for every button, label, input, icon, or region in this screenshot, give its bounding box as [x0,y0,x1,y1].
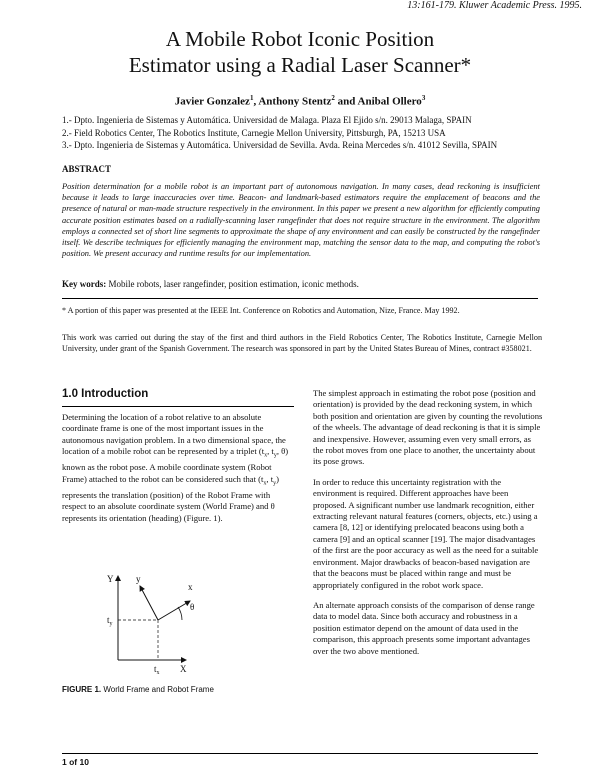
text-run: Determining the location of a robot relative to an absolute coordinate frame is one of the most important issues in the autonomous navigation problem. In a two dimensional space, the location of a mobile robot can be represented by a triplet (t [62,412,286,457]
subscript: x [264,452,268,459]
author-sup: 3 [421,94,426,102]
subscript: x [263,480,267,487]
divider [62,298,538,299]
ty-sub: y [109,621,113,627]
robot-y-axis [140,586,158,620]
keywords [62,279,359,289]
ty-base: t [107,615,110,625]
paper-title [0,26,600,78]
abstract-text: Position determination for a mobile robot is an important part of autonomous navigation. In many cases, dead reckoning is insufficient because it leads to large inaccuracies over time. Beacon- and landmark-based estimators require the emplacement of beacons and the presence of natural or man-made structure respectively in the environment. In this paper we present a new algorithm for efficiently computing accurate position estimates based on a radially-scanning laser rangefinder that does not require structure in the environment. The algorithm employs a connected set of short line segments to approximate the shape of any environment and can easily be constructed by the rangefinder itself. We describe techniques for efficiently managing the environment map, matching the sensor data to the map, and computing the robot's position. We present accuracy and runtime results for our implementation. [62,182,540,259]
label-tx [154,664,160,676]
tx-base: t [154,664,157,674]
label-theta: θ [190,602,195,612]
author-name: Anthony Stentz [258,95,332,108]
text-run: ) represents the translation (position) of the Robot Frame with respect to an absolute coordinate system (World Frame) and θ represents its orientation (heading) (Figure. 1). [62,473,279,523]
author-sup: 1 [249,94,254,102]
citation-line-2: 13:161-179. Kluwer Academic Press. 1995. [407,0,582,11]
author-separator: , [253,95,259,108]
robot-x-axis [158,601,190,620]
caption-label: FIGURE 1. [62,685,102,694]
author-separator: and [334,95,358,108]
right-column [313,388,543,666]
journal-citation [322,0,582,12]
paragraph [62,412,294,524]
keywords-label: Key words: [62,279,107,289]
figure-caption [62,685,214,694]
keywords-text: Mobile robots, laser rangefinder, position estimation, iconic methods. [106,279,359,289]
caption-text: World Frame and Robot Frame [101,685,214,694]
tx-sub: x [156,670,160,676]
label-ty [107,615,113,627]
frame-diagram [88,568,258,676]
abstract-heading: ABSTRACT [62,164,112,174]
theta-arc [178,607,182,620]
title-line-1: A Mobile Robot Iconic Position [165,27,435,51]
subscript: y [273,480,277,487]
subscript: y [273,452,277,459]
label-robot-y: y [136,574,141,584]
affiliation: 3.- Dpto. Ingenieria de Sistemas y Automática. Universidad de Sevilla. Avda. Reina Mercedes s/n. 41012 Sevilla, SPAIN [62,140,498,150]
text-run: , θ) known as the robot pose. A mobile coordinate system (Robot Frame) attached to the robot can be considered such that (t [62,446,289,484]
label-world-y: Y [107,574,114,584]
affiliation: 2.- Field Robotics Center, The Robotics Institute, Carnegie Mellon University, Pittsburgh, PA, 15213 USA [62,127,446,138]
author-name: Javier Gonzalez [174,95,250,108]
footer-rule [62,753,538,754]
section-heading: 1.0 Introduction [62,388,149,400]
label-robot-x: x [188,582,193,592]
left-column [62,412,294,533]
affiliations [62,114,497,152]
title-line-2: Estimator using a Radial Laser Scanner* [128,53,472,77]
author-name: Anibal Ollero [357,95,422,108]
funding-note: This work was carried out during the stay of the first and third authors in the Field Robotics Center, The Robotics Institute, Carnegie Mellon University, under grant of the Spanish Government. The research was sponsored in part by the United States Bureau of Mines, contract #358021. [62,333,542,353]
author-sup: 2 [331,94,335,102]
section-rule [62,406,294,407]
paragraph: In order to reduce this uncertainty registration with the environment is required. Different approaches have been proposed. A significant number use landmark recognition, either extracting relevant natural features (corners, objects, etc.) using a camera [8, 12] or identifying prelocated beacons using both a camera [9] and an optical scanner [19]. The major disadvantages of the first are the poor accuracy as well as the need for a suitable environment. Major drawbacks of beacon-based navigation are that the beacons must be placed within range and must be appropriately configured in the robot work space. [313,476,539,590]
text-run: , t [267,446,274,457]
affiliation: 1.- Dpto. Ingenieria de Sistemas y Automática. Universidad de Malaga. Plaza El Ejido s/n. 29013 Malaga, SPAIN [62,115,472,125]
paragraph: An alternate approach consists of the comparison of dense range data to model data. Since both accuracy and robustness in a position estimator depend on the amount of data used in the comparison, this approach presents some important advantages over the two above mentioned. [313,599,535,656]
label-world-x: X [180,664,187,674]
text-run: , t [266,473,274,484]
presentation-footnote: * A portion of this paper was presented at the IEEE Int. Conference on Robotics and Automation, Nize, France. May 1992. [62,306,460,315]
page-number: 1 of 10 [62,757,89,767]
paragraph: The simplest approach in estimating the robot pose (position and orientation) is provided by the dead reckoning system, in which both position and orientation are given by counting the revolutions of the wheels. The advantage of dead reckoning is that it is simple and inexpensive. However, assuming even very small errors, as the robot moves from one place to another, the uncertainty about its pose grows. [313,388,543,467]
author-list [0,94,600,108]
